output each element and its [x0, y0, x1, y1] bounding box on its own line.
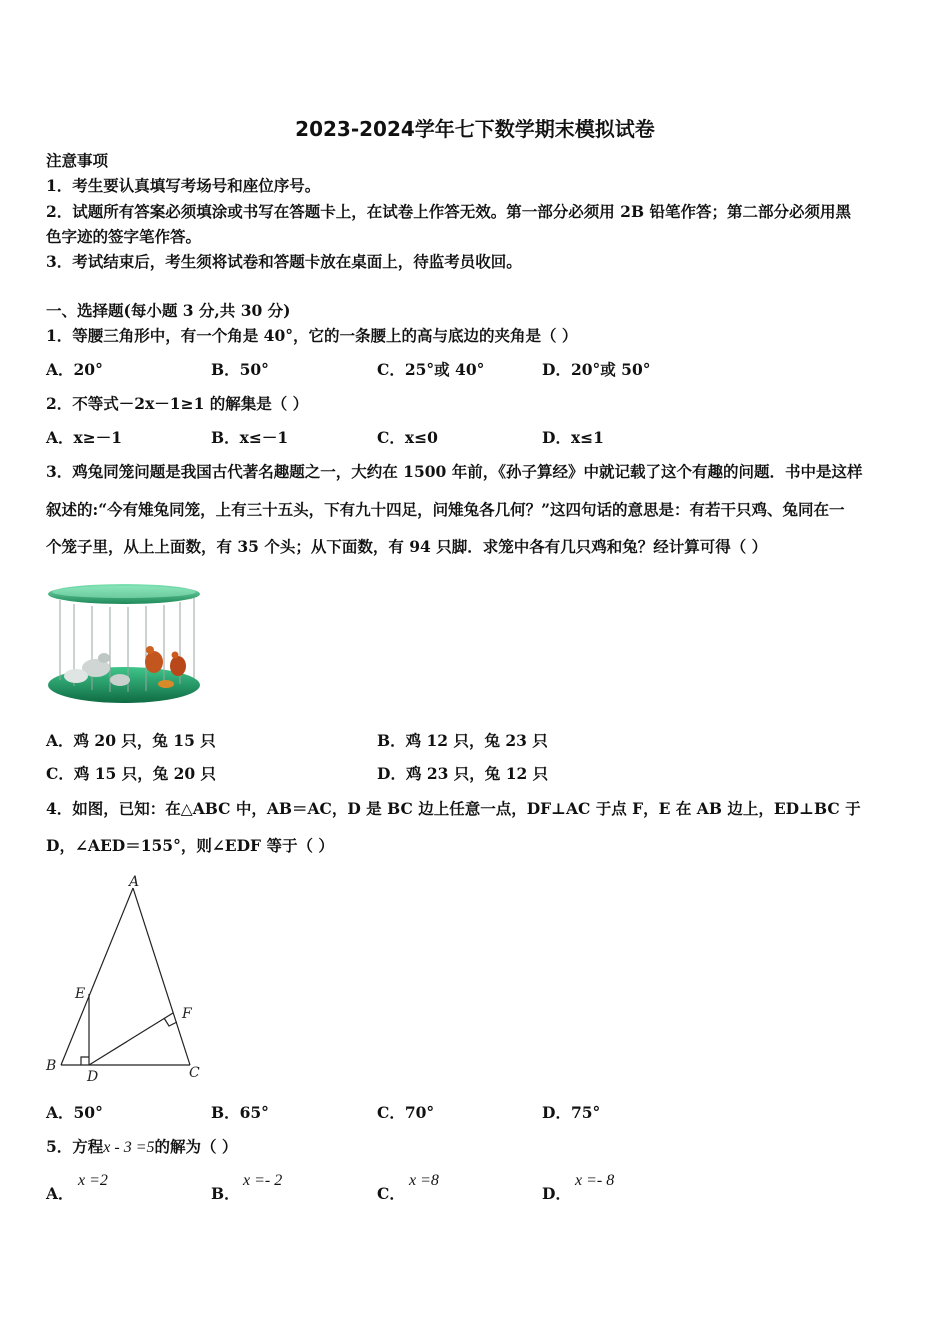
q2-option-d: D．x≤1	[542, 428, 604, 447]
q5-equation: x - 3 =5	[103, 1139, 155, 1156]
side-ab	[61, 888, 133, 1065]
q4-option-c: C．70°	[377, 1103, 435, 1122]
question-4-line: D，∠AED＝155°，则∠EDF 等于（ ）	[46, 836, 334, 855]
q5-option-a: A．	[46, 1184, 74, 1203]
label-b: B	[46, 1058, 57, 1074]
q3-option-c: C．鸡 15 只，兔 20 只	[46, 764, 217, 783]
label-f: F	[182, 1006, 192, 1022]
notice-item: 色字迹的签字笔作答。	[46, 227, 202, 246]
label-d: D	[87, 1069, 99, 1085]
right-angle-d	[81, 1057, 89, 1065]
q5-option-b-value: x =- 2	[243, 1172, 283, 1189]
notice-heading: 注意事项	[46, 151, 109, 170]
q5-stem-prefix: 5．方程	[46, 1137, 104, 1156]
q5-option-d-value: x =- 8	[575, 1172, 615, 1189]
q3-option-d: D．鸡 23 只，兔 12 只	[377, 764, 549, 783]
q4-option-a: A．50°	[46, 1103, 103, 1122]
question-1-stem: 1．等腰三角形中，有一个角是 40°，它的一条腰上的高与底边的夹角是（ ）	[46, 326, 578, 345]
q3-option-a: A．鸡 20 只，兔 15 只	[46, 731, 216, 750]
q5-option-c: C．	[377, 1184, 405, 1203]
question-5-stem	[46, 1137, 237, 1158]
q5-option-d: D．	[542, 1184, 571, 1203]
q5-stem-suffix: 的解为（ ）	[154, 1137, 238, 1156]
section-heading: 一、选择题(每小题 3 分,共 30 分)	[46, 301, 291, 320]
q5-option-b: B．	[211, 1184, 240, 1203]
question-3-line: 叙述的:“今有雉兔同笼，上有三十五头，下有九十四足，问雉兔各几何？”这四句话的意思是：有若干只鸡、兔同在一	[46, 500, 845, 519]
q1-option-b: B．50°	[211, 360, 269, 379]
question-3-line: 个笼子里，从上上面数，有 35 个头；从下面数，有 94 只脚．求笼中各有几只鸡和兔？经计算可得（ ）	[46, 537, 768, 556]
q1-option-a: A．20°	[46, 360, 103, 379]
label-a: A	[129, 874, 140, 890]
q2-option-a: A．x≥－1	[46, 428, 123, 447]
q1-option-c: C．25°或 40°	[377, 360, 485, 379]
label-e: E	[75, 986, 86, 1002]
question-4-line: 4．如图，已知：在△ABC 中，AB＝AC，D 是 BC 边上任意一点，DF⊥AC 于点 F，E 在 AB 边上，ED⊥BC 于	[46, 799, 861, 818]
q5-option-a-value: x =2	[78, 1172, 108, 1189]
notice-item: 1．考生要认真填写考场号和座位序号。	[46, 176, 321, 195]
chicken-rabbit-cage-illustration	[46, 580, 206, 710]
page-title: 2023-2024学年七下数学期末模拟试卷	[295, 117, 655, 141]
q2-option-c: C．x≤0	[377, 428, 438, 447]
q2-option-b: B．x≤－1	[211, 428, 289, 447]
side-ac	[133, 888, 190, 1065]
notice-item: 3．考试结束后，考生须将试卷和答题卡放在桌面上，待监考员收回。	[46, 252, 522, 271]
segment-df	[89, 1013, 173, 1065]
q5-option-c-value: x =8	[409, 1172, 439, 1189]
q1-option-d: D．20°或 50°	[542, 360, 651, 379]
triangle-abc-figure	[40, 872, 210, 1086]
notice-item: 2．试题所有答案必须填涂或书写在答题卡上，在试卷上作答无效。第一部分必须用 2B 铅笔作答；第二部分必须用黑	[46, 202, 851, 221]
label-c: C	[189, 1065, 200, 1081]
q3-option-b: B．鸡 12 只，兔 23 只	[377, 731, 548, 750]
question-3-line: 3．鸡兔同笼问题是我国古代著名趣题之一，大约在 1500 年前，《孙子算经》中就记载了这个有趣的问题．书中是这样	[46, 462, 863, 481]
q4-option-b: B．65°	[211, 1103, 269, 1122]
question-2-stem: 2．不等式－2x－1≥1 的解集是（ ）	[46, 394, 309, 413]
q4-option-d: D．75°	[542, 1103, 601, 1122]
